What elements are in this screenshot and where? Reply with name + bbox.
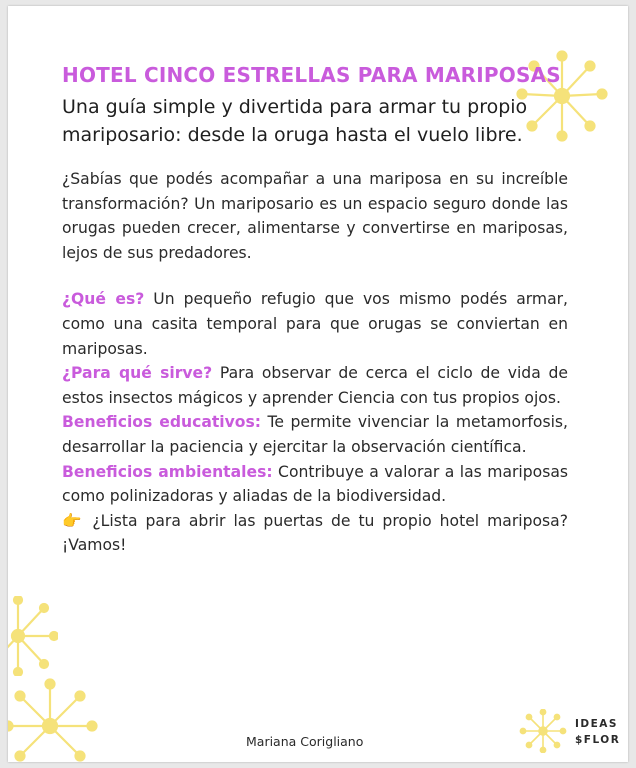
section-beneficios-educativos [62, 410, 568, 459]
section-label: Beneficios ambientales: [62, 462, 273, 481]
intro-paragraph: ¿Sabías que podés acompañar a una mariposa en su increíble transformación? Un mariposario es un espacio seguro donde las orugas pueden crecer, alimentarse y convertirse en mariposas, lejos de sus predadores. [62, 170, 568, 262]
logo-line-1: IDEAS [575, 718, 618, 730]
logo-line-2: $FLOR [575, 734, 621, 746]
section-text: Contribuye a valorar a las mariposas como polinizadoras y aliadas de la biodiversidad. [62, 462, 568, 506]
subtitle: Una guía simple y divertida para armar tu propio mariposario: desde la oruga hasta el vuelo libre. [62, 96, 528, 146]
section-label: ¿Para qué sirve? [62, 364, 213, 383]
logo-text [575, 716, 620, 748]
author-name: Mariana Corigliano [246, 734, 364, 749]
page-title: HOTEL CINCO ESTRELLAS PARA MARIPOSAS [62, 63, 561, 87]
document-page [8, 6, 628, 762]
section-para-que-sirve [62, 361, 568, 410]
section-text: Para observar de cerca el ciclo de vida de estos insectos mágicos y aprender Ciencia con tus propios ojos. [62, 364, 568, 407]
flower-decoration-left [8, 596, 58, 676]
section-label: ¿Qué es? [62, 290, 145, 309]
section-text: Un pequeño refugio que vos mismo podés armar, como una casita temporal para que orugas se conviertan en mariposas. [62, 290, 568, 358]
sections-list [62, 287, 568, 558]
section-beneficios-ambientales [62, 460, 568, 509]
section-label: Beneficios educativos: [62, 413, 262, 432]
section-que-es [62, 287, 568, 361]
section-text: Te permite vivenciar la metamorfosis, desarrollar la paciencia y ejercitar la observación científica. [62, 413, 568, 456]
main-content [62, 62, 568, 558]
logo-flower-icon [518, 709, 568, 753]
closing-line: 👉 ¿Lista para abrir las puertas de tu propio hotel mariposa? ¡Vamos! [62, 511, 568, 555]
flower-decoration-bottom-left [8, 678, 98, 762]
